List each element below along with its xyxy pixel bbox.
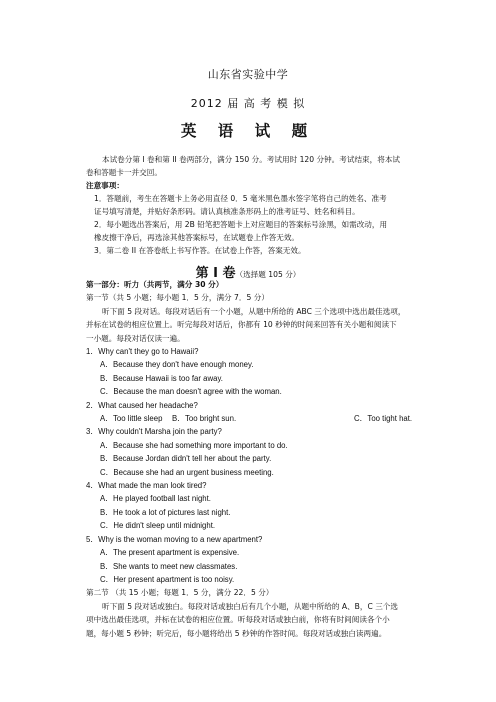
notice-list <box>86 192 422 257</box>
question-3: 3．Why couldn't Marsha join the party? <box>86 427 222 437</box>
question-1: 1．Why can't they go to Hawaii? <box>86 347 199 357</box>
notice-line: 1．答题前，考生在答题卡上务必用直径 0．5 毫米黑色墨水签字笔将自己的姓名、准考 <box>94 194 387 203</box>
option-a: A．Too little sleep <box>100 414 163 424</box>
option-c: C．Because she had an urgent business meeting. <box>100 467 274 477</box>
instruction-line: 一小题。每段对话仅读一遍。 <box>86 333 185 343</box>
intro-block <box>86 153 422 257</box>
option-c: C．He didn't sleep until midnight. <box>100 521 216 531</box>
page-title: 英 语 试 题 <box>180 122 316 140</box>
option-c: C．Her present apartment is too noisy. <box>100 574 235 584</box>
volume-note: （选择题 105 分） <box>235 270 301 279</box>
intro-line: 本试卷分第 I 卷和第 II 卷两部分，满分 150 分。考试用时 120 分钟。考试结束，将本试 <box>102 155 401 164</box>
school-name: 山东省实验中学 <box>207 68 289 81</box>
option-a: A．He played football last night. <box>100 494 211 504</box>
intro-line: 卷和答题卡一并交回。 <box>86 168 162 177</box>
question-2: 2．What caused her headache? <box>86 400 198 410</box>
exam-name: 2012 届 高 考 模 拟 <box>190 97 306 110</box>
question-4: 4．What made the man look tired? <box>86 481 207 491</box>
notice-line: 证号填写清楚，并贴好条形码。请认真核准条形码上的准考证号、姓名和科目。 <box>94 207 360 216</box>
option-b: B．Because Hawaii is too far away. <box>100 373 223 383</box>
part-title: 第一部分：听力（共两节，满分 30 分） <box>86 280 224 289</box>
notice-line: 2．每小题选出答案后，用 2B 铅笔把答题卡上对应题目的答案标号涂黑，如需改动，用 <box>94 220 388 229</box>
section-title: 第一节（共 5 小题；每小题 1．5 分，满分 7．5 分） <box>86 293 269 303</box>
option-b: B．She wants to meet new classmates. <box>100 561 238 571</box>
question-5: 5．Why is the woman moving to a new apartment? <box>86 534 263 544</box>
notice-line: 橡皮擦干净后，再选涂其他答案标号，在试题卷上作答无效。 <box>94 233 300 242</box>
option-c: C．Because the man doesn't agree with the woman. <box>100 387 282 397</box>
option-b: B．Too bright sun. <box>172 414 237 424</box>
option-a: A．Because they don't have enough money. <box>100 360 254 370</box>
option-b: B．He took a lot of pictures last night. <box>100 507 231 517</box>
option-c: C．Too tight hat. <box>354 414 413 424</box>
option-b: B．Because Jordan didn't tell her about the party. <box>100 454 272 464</box>
instruction-line: 项中选出最佳选项，并标在试卷的相应位置。听每段对话或独白前，你将有时间阅读各个小 <box>86 615 390 625</box>
volume-label: 第 I 卷 <box>195 266 236 281</box>
section-title: 第二节 （共 15 小题；每题 1．5 分，满分 22．5 分） <box>86 588 274 598</box>
instruction-line: 题，每小题 5 秒钟；听完后，每小题将给出 5 秒钟的作答时间。每段对话或独白读两遍。 <box>86 628 387 638</box>
listening-part <box>86 278 422 640</box>
option-a: A．The present apartment is expensive. <box>100 548 240 558</box>
question-2-options <box>86 412 422 425</box>
notice-line: 3．第二卷 II 在答卷纸上书写作答。在试卷上作答，答案无效。 <box>94 246 306 255</box>
option-a: A．Because she had something more important to do. <box>100 440 288 450</box>
notice-title: 注意事项： <box>86 181 124 190</box>
instruction-line: 听下面 5 段对话或独白。每段对话或独白后有几个小题，从题中所给的 A、B，C 三个选 <box>102 601 398 611</box>
instruction-line: 并标在试卷的相应位置上。听完每段对话后，你都有 10 秒钟的时间来回答有关小题和阅读下 <box>86 320 397 330</box>
instruction-line: 听下面 5 段对话。每段对话后有一个小题，从题中所给的 ABC 三个选项中选出最佳选项， <box>102 306 406 316</box>
